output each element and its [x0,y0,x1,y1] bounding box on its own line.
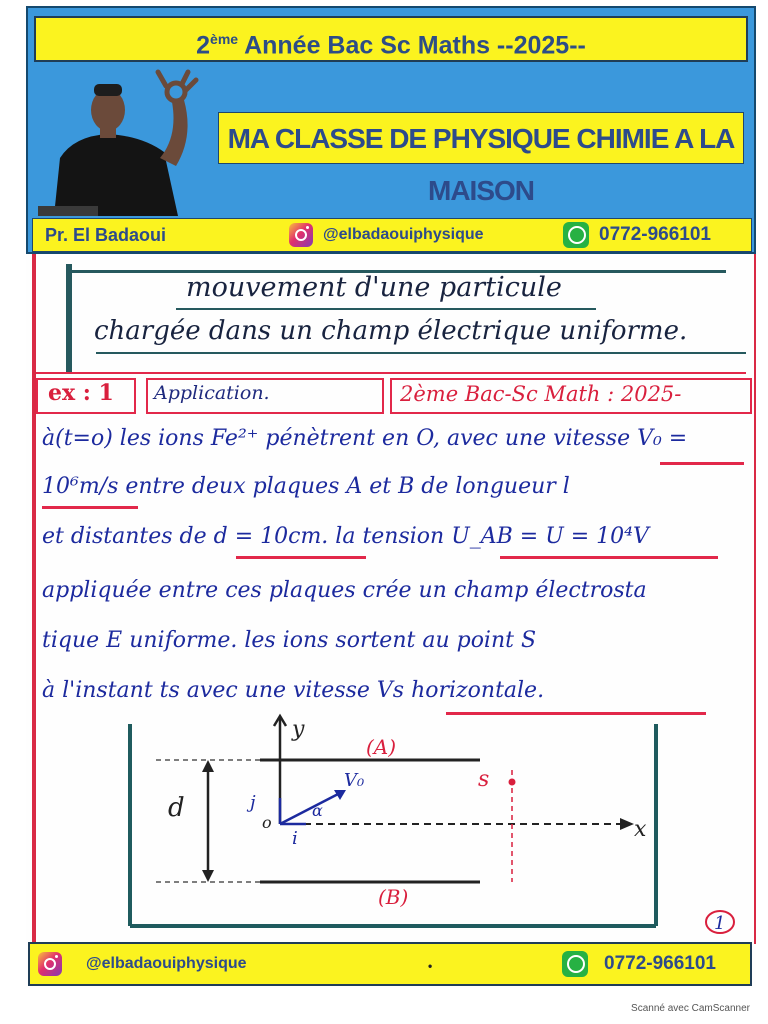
level-text: Année Bac Sc Maths --2025-- [238,31,586,60]
exit-label: s [478,767,490,792]
scanner-watermark: Scanné avec CamScanner [631,1003,750,1014]
course-level-banner [34,16,748,62]
plates-diagram [116,710,736,940]
v0-vector [280,792,342,824]
exit-point [509,779,516,786]
title-underline-2 [96,352,746,354]
v0-label: V₀ [344,770,365,791]
title-rule-left [66,264,72,374]
voltage-underline [500,556,718,559]
title-underline-1 [176,308,596,310]
d-arrow-bottom [202,870,214,882]
x-axis-label: x [634,817,647,842]
plate-a-label: (A) [366,735,397,759]
y-axis-label: y [292,717,305,742]
lesson-title-line1: mouvement d'une particule [186,272,562,303]
d-label: d [168,793,185,823]
page-number: 1 [714,913,726,934]
exercise-type: Application. [154,382,270,404]
statement-line-5: tique E uniforme. les ions sortent au point S [42,628,537,653]
statement-line-2: 10⁶m/s entre deux plaques A et B de longueur l [42,474,570,499]
exercise-number: ex : 1 [48,380,114,406]
footer-phone-number[interactable]: 0772-966101 [604,953,716,974]
statement-line-4: appliquée entre ces plaques crée un champ électrosta [42,578,647,603]
x-axis-arrow [620,818,634,830]
level-suffix: ème [210,31,239,47]
distance-underline [236,556,366,559]
j-label: j [250,792,256,813]
footer-dot: • [428,959,433,973]
teacher-photo [36,66,206,216]
instagram-handle[interactable]: @elbadaouiphysique [323,226,484,243]
statement-line-6: à l'instant ts avec une vitesse Vs horizontale. [42,678,545,703]
d-arrow-top [202,760,214,772]
header-banner [26,6,756,254]
v0-underline [660,462,744,465]
origin-label: o [262,813,272,832]
whatsapp-icon [563,222,589,248]
i-label: i [292,828,298,849]
footer-instagram-handle[interactable]: @elbadaouiphysique [86,955,247,972]
footer-instagram-icon [38,952,62,976]
plate-b-label: (B) [378,885,409,909]
level-tag: 2ème Bac-Sc Math : 2025- [400,382,682,406]
phone-number[interactable]: 0772-966101 [599,224,711,245]
instagram-icon [289,223,313,247]
worksheet-page [26,6,756,988]
contact-bar [32,218,752,252]
section-divider [36,372,746,374]
v0-value-underline [42,506,138,509]
footer-contact-bar [28,942,752,986]
statement-line-3: et distantes de d = 10cm. la tension U_AB = U = 10⁴V [42,524,649,549]
alpha-label: α [312,801,323,820]
level-number: 2 [196,31,211,60]
lesson-title-line2: chargée dans un champ électrique uniforme. [94,316,688,346]
author-name: Pr. El Badaoui [45,225,167,245]
channel-title: MA CLASSE DE PHYSIQUE CHIMIE A LA MAISON [218,112,744,164]
statement-line-1: à(t=o) les ions Fe²⁺ pénètrent en O, avec une vitesse V₀ = [42,426,688,451]
footer-whatsapp-icon [562,951,588,977]
